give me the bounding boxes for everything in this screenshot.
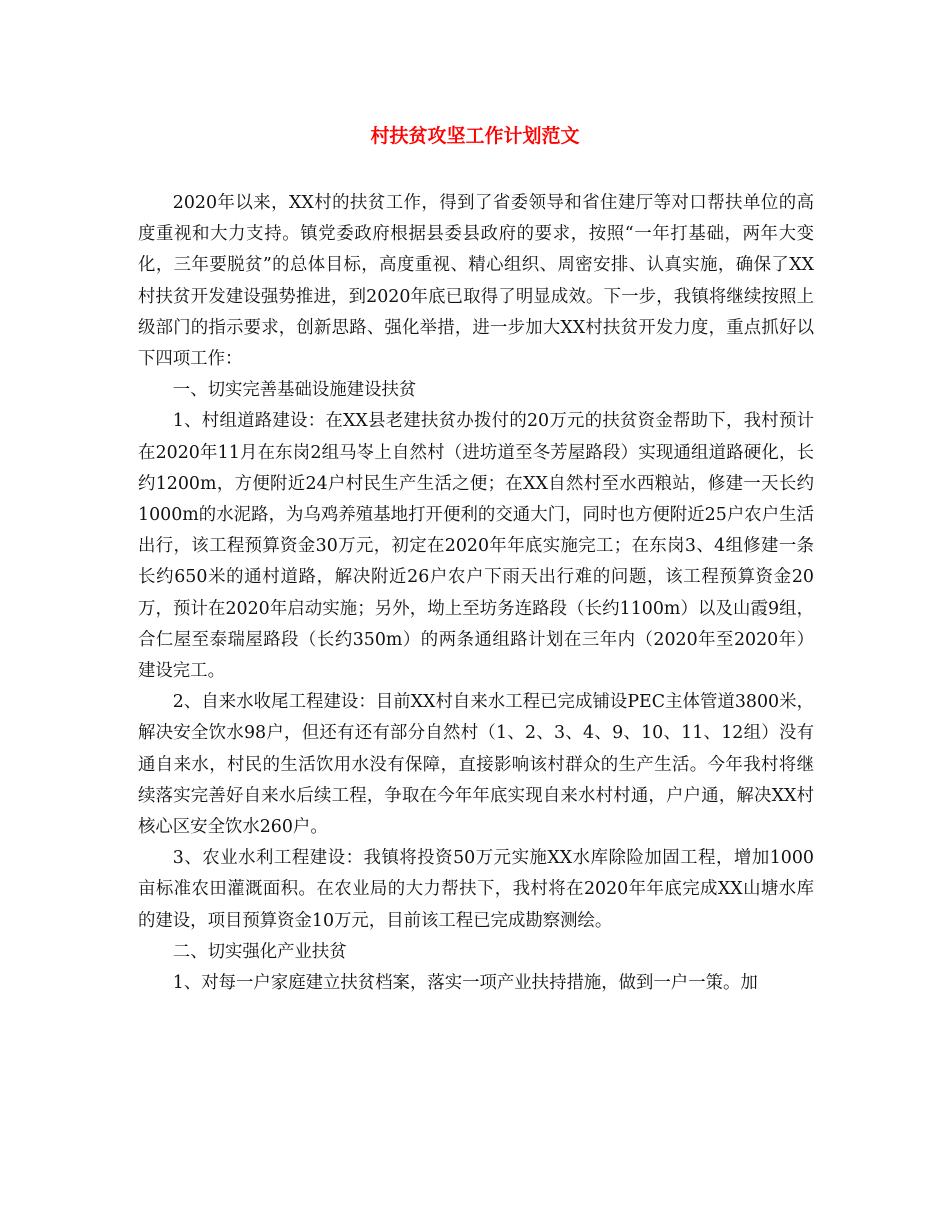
section-heading-industry: 二、切实强化产业扶贫 — [172, 941, 347, 962]
document-title: 村扶贫攻坚工作计划范文 — [370, 125, 580, 147]
paragraph-intro: 2020年以来，XX村的扶贫工作，得到了省委领导和省住建厅等对口帮扶单位的高度重视和大力支持。镇党委政府根据县委县政府的要求，按照“一年打基础，两年大变化，三年要脱贫”的总体目标，高度重视、精心组织、周密安排、认真实施，确保了XX村扶贫开发建设强势推进，到2020年底已取得了明显成效。下一步，我镇将继续按照上级部门的指示要求，创新思路、强化举措，进一步加大XX村扶贫开发力度，重点抓好以下四项工作： — [138, 193, 814, 370]
paragraph-road-construction: 1、村组道路建设：在XX县老建扶贫办拨付的20万元的扶贫资金帮助下，我村预计在2020年11月在东岗2组马岺上自然村（进坊道至冬芳屋路段）实现通组道路硬化，长约1200m，方便附近24户村民生产生活之便；在XX自然村至水西粮站，修建一天长约1000m的水泥路，为乌鸡养殖基地打开便利的交通大门，同时也方便附近25户农户生活出行，该工程预算资金30万元，初定在2020年年底实施完工；在东岗3、4组修建一条长约650米的通村道路，解决附近26户农户下雨天出行难的问题，该工程预算资金20万，预计在2020年启动实施；另外，坳上至坊务连路段（长约1100m）以及山霞9组，合仁屋至泰瑞屋路段（长约350m）的两条通组路计划在三年内（2020年至2020年）建设完工。 — [138, 411, 814, 682]
document-body — [138, 188, 814, 999]
section-heading-infrastructure: 一、切实完善基础设施建设扶贫 — [172, 380, 417, 401]
paragraph-water-supply: 2、自来水收尾工程建设：目前XX村自来水工程已完成铺设PEC主体管道3800米，解决安全饮水98户，但还有还有部分自然村（1、2、3、4、9、10、11、12组）没有通自来水，村民的生活饮用水没有保障，直接影响该村群众的生产生活。今年我村将继续落实完善好自来水后续工程，争取在今年年底实现自来水村村通，户户通，解决XX村核心区安全饮水260户。 — [138, 692, 814, 838]
paragraph-household-archive: 1、对每一户家庭建立扶贫档案，落实一项产业扶持措施，做到一户一策。加 — [172, 973, 758, 994]
paragraph-irrigation: 3、农业水利工程建设：我镇将投资50万元实施XX水库除险加固工程，增加1000亩标准农田灌溉面积。在农业局的大力帮扶下，我村将在2020年年底完成XX山塘水库的建设，项目预算资金10万元，目前该工程已完成勘察测绘。 — [138, 848, 814, 931]
